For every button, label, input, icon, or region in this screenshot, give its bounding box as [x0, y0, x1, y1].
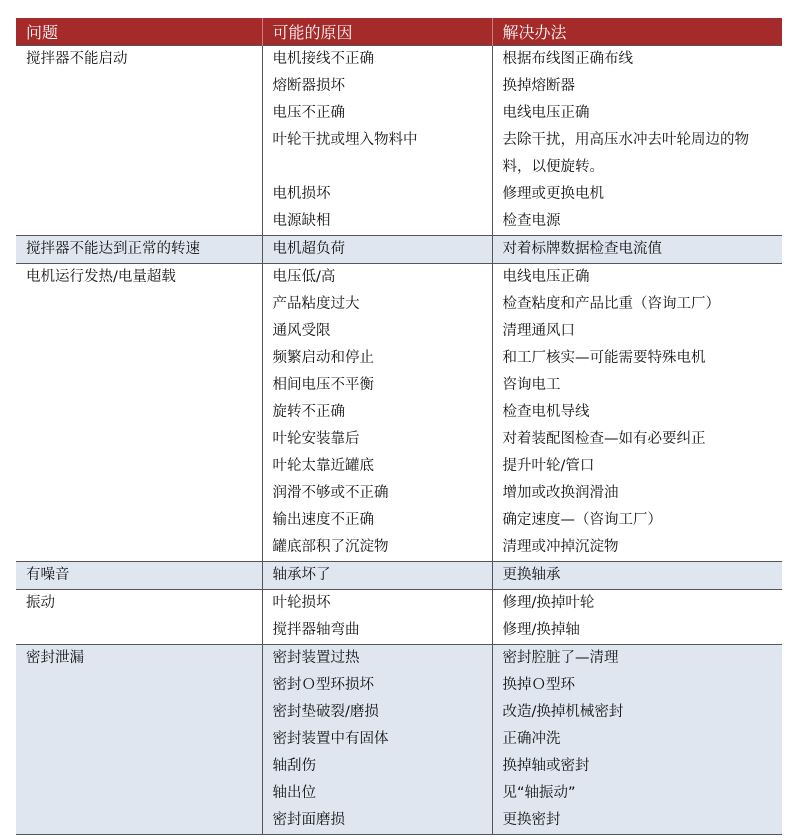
- solution-cell: [492, 46, 782, 236]
- solution-item: 修理/换掉叶轮: [502, 595, 595, 611]
- solution-item: 修理或更换电机: [502, 186, 604, 202]
- solution-item: 检查电源: [502, 213, 561, 229]
- table-row: [16, 590, 782, 645]
- table-row: [16, 236, 782, 264]
- problem-cell: [16, 562, 262, 590]
- solution-item: 更换密封: [502, 812, 561, 828]
- solution-item: 根据布线图正确布线: [502, 51, 633, 67]
- cause-cell: [262, 46, 492, 236]
- cause-item: 轴刮伤: [272, 758, 316, 774]
- cause-item: 熔断器损坏: [272, 78, 345, 94]
- solution-item: 换掉Ｏ型环: [502, 677, 575, 693]
- cause-item: 电压低/高: [272, 269, 336, 285]
- table-row: [16, 46, 782, 236]
- cause-item: 密封Ｏ型环损坏: [272, 677, 374, 693]
- problem-text: 有噪音: [26, 567, 70, 583]
- cause-item: 搅拌器轴弯曲: [272, 622, 360, 638]
- cause-item: 频繁启动和停止: [272, 350, 374, 366]
- solution-item: 清理通风口: [502, 323, 575, 339]
- cause-cell: [262, 236, 492, 264]
- solution-item: 清理或冲掉沉淀物: [502, 539, 619, 555]
- solution-item: 提升叶轮/管口: [502, 458, 595, 474]
- cause-item: 输出速度不正确: [272, 512, 374, 528]
- problem-text: 振动: [26, 595, 55, 611]
- troubleshooting-table: [16, 18, 782, 835]
- cause-cell: [262, 590, 492, 645]
- cause-item: 叶轮干扰或埋入物料中: [272, 132, 418, 148]
- solution-item: 换掉轴或密封: [502, 758, 590, 774]
- cause-item: 电机超负荷: [272, 241, 345, 257]
- header-cause: 可能的原因: [262, 18, 492, 46]
- solution-cell: [492, 264, 782, 562]
- cause-cell: [262, 645, 492, 835]
- cause-item: 叶轮损坏: [272, 595, 331, 611]
- solution-item: 对着装配图检查—如有必要纠正: [502, 431, 706, 447]
- solution-item: 修理/换掉轴: [502, 622, 580, 638]
- solution-item: 电线电压正确: [502, 105, 590, 121]
- cause-cell: [262, 562, 492, 590]
- solution-item: 和工厂核实—可能需要特殊电机: [502, 350, 706, 366]
- problem-cell: [16, 590, 262, 645]
- table-header: [16, 18, 782, 46]
- solution-item: 密封腔脏了—清理: [502, 650, 619, 666]
- cause-item: 密封装置过热: [272, 650, 360, 666]
- solution-cell: [492, 590, 782, 645]
- solution-item: 换掉熔断器: [502, 78, 575, 94]
- solution-item: 改造/换掉机械密封: [502, 704, 624, 720]
- solution-item: 增加或改换润滑油: [502, 485, 619, 501]
- cause-item: 密封面磨损: [272, 812, 345, 828]
- problem-text: 密封泄漏: [26, 650, 84, 666]
- cause-item: 通风受限: [272, 323, 331, 339]
- cause-item: 电压不正确: [272, 105, 345, 121]
- table-row: [16, 562, 782, 590]
- problem-cell: [16, 264, 262, 562]
- cause-item: 轴出位: [272, 785, 316, 801]
- solution-item: 确定速度—（咨询工厂）: [502, 512, 662, 528]
- cause-item: 电源缺相: [272, 213, 331, 229]
- cause-item: 电机损坏: [272, 186, 331, 202]
- cause-item: 叶轮太靠近罐底: [272, 458, 374, 474]
- solution-item: 正确冲洗: [502, 731, 561, 747]
- cause-item: 罐底部积了沉淀物: [272, 539, 389, 555]
- cause-item: 产品粘度过大: [272, 296, 360, 312]
- header-solution: 解决办法: [492, 18, 782, 46]
- solution-item: 去除干扰，用高压水冲去叶轮周边的物料，以便旋转。: [502, 132, 749, 175]
- solution-item: 见“轴振动”: [502, 785, 576, 801]
- cause-cell: [262, 264, 492, 562]
- problem-cell: [16, 236, 262, 264]
- problem-text: 搅拌器不能启动: [26, 51, 128, 67]
- cause-item: 旋转不正确: [272, 404, 345, 420]
- solution-cell: [492, 645, 782, 835]
- solution-item: 检查电机导线: [502, 404, 590, 420]
- cause-item: 叶轮安装靠后: [272, 431, 360, 447]
- table-body: [16, 46, 782, 835]
- cause-item: 电机接线不正确: [272, 51, 374, 67]
- table-row: [16, 645, 782, 835]
- solution-item: 更换轴承: [502, 567, 561, 583]
- problem-cell: [16, 645, 262, 835]
- solution-cell: [492, 562, 782, 590]
- problem-text: 搅拌器不能达到正常的转速: [26, 241, 200, 257]
- solution-item: 电线电压正确: [502, 269, 590, 285]
- cause-item: 润滑不够或不正确: [272, 485, 389, 501]
- cause-item: 密封装置中有固体: [272, 731, 389, 747]
- cause-item: 密封垫破裂/磨损: [272, 704, 379, 720]
- header-problem: 问题: [16, 18, 262, 46]
- solution-cell: [492, 236, 782, 264]
- solution-item: 对着标牌数据检查电流值: [502, 241, 662, 257]
- solution-item: 咨询电工: [502, 377, 561, 393]
- solution-item: 检查粘度和产品比重（咨询工厂）: [502, 296, 720, 312]
- cause-item: 相间电压不平衡: [272, 377, 374, 393]
- table-row: [16, 264, 782, 562]
- problem-cell: [16, 46, 262, 236]
- problem-text: 电机运行发热/电量超载: [26, 269, 176, 285]
- cause-item: 轴承坏了: [272, 567, 331, 583]
